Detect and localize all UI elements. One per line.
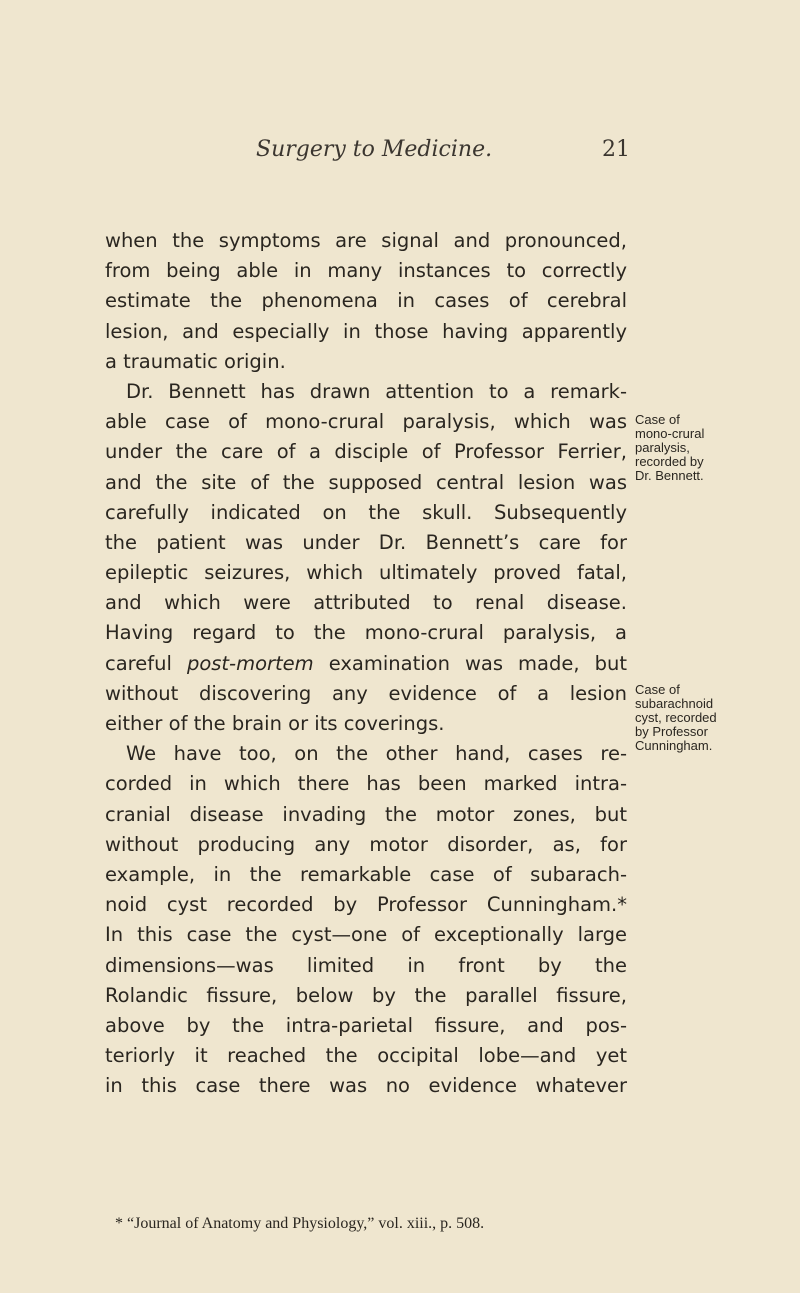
margin-note-line: paralysis, bbox=[635, 440, 690, 455]
text-line: the patient was under Dr. Bennett’s care for bbox=[105, 530, 627, 554]
text-line: Having regard to the mono-crural paralysis, a bbox=[105, 621, 627, 645]
text-line: and which were attributed to renal disease. bbox=[105, 591, 627, 615]
text-line: epileptic seizures, which ultimately proved fatal, bbox=[105, 561, 627, 585]
body-text bbox=[105, 226, 627, 1101]
text-line: a traumatic origin. bbox=[105, 349, 286, 373]
margin-note-bennett bbox=[635, 413, 757, 483]
text-line: and the site of the supposed central lesion was bbox=[105, 470, 627, 494]
margin-note-line: Cunningham. bbox=[635, 738, 713, 753]
text-line: without producing any motor disorder, as, for bbox=[105, 832, 627, 856]
text-line: either of the brain or its coverings. bbox=[105, 712, 445, 735]
text-line: example, in the remarkable case of subarach- bbox=[105, 862, 627, 886]
margin-note-line: cyst, recorded bbox=[635, 710, 717, 725]
margin-note-line: recorded by bbox=[635, 454, 704, 469]
text-line: when the symptoms are signal and pronounced, bbox=[105, 229, 627, 252]
text-line: teriorly it reached the occipital lobe—and yet bbox=[105, 1044, 627, 1068]
text-line: cranial disease invading the motor zones, but bbox=[105, 802, 627, 826]
text-line: In this case the cyst—one of exceptionally large bbox=[105, 923, 627, 947]
text-line: noid cyst recorded by Professor Cunningham.* bbox=[105, 893, 627, 917]
text-line: able case of mono-crural paralysis, which was bbox=[105, 410, 627, 434]
margin-note-line: Case of bbox=[635, 412, 680, 427]
text-line: estimate the phenomena in cases of cerebral bbox=[105, 289, 627, 313]
margin-note-line: mono-crural bbox=[635, 426, 705, 441]
page-number: 21 bbox=[602, 137, 630, 162]
text-line: Rolandic fissure, below by the parallel fissure, bbox=[105, 983, 627, 1007]
text-line: above by the intra-parietal fissure, and pos- bbox=[105, 1013, 627, 1037]
margin-note-line: by Professor bbox=[635, 724, 708, 739]
text-line: lesion, and especially in those having apparently bbox=[105, 319, 627, 343]
text-line-with-italic bbox=[105, 649, 627, 679]
running-head bbox=[230, 137, 630, 167]
text-line: carefully indicated on the skull. Subsequently bbox=[105, 500, 627, 524]
text-line: corded in which there has been marked intra- bbox=[105, 772, 627, 796]
text-line: Dr. Bennett has drawn attention to a remark- bbox=[126, 379, 627, 403]
margin-note-line: Dr. Bennett. bbox=[635, 468, 704, 483]
text-line: in this case there was no evidence whatever bbox=[105, 1074, 627, 1098]
text-segment: careful bbox=[105, 651, 187, 675]
text-line: without discovering any evidence of a lesion bbox=[105, 681, 627, 705]
text-line: from being able in many instances to correctly bbox=[105, 259, 627, 283]
running-head-title: Surgery to Medicine. bbox=[256, 137, 493, 162]
italic-term: post-mortem bbox=[186, 651, 314, 675]
margin-note-cunningham bbox=[635, 683, 757, 753]
text-line: under the care of a disciple of Professor Ferrier, bbox=[105, 440, 627, 464]
text-segment: examination was made, but bbox=[313, 651, 627, 675]
margin-note-line: Case of bbox=[635, 682, 680, 697]
text-line: dimensions—was limited in front by the bbox=[105, 953, 627, 977]
text-line: We have too, on the other hand, cases re- bbox=[126, 742, 627, 766]
margin-note-line: subarachnoid bbox=[635, 696, 714, 711]
footnote: * “Journal of Anatomy and Physiology,” vol. xiii., p. 508. bbox=[115, 1215, 485, 1232]
